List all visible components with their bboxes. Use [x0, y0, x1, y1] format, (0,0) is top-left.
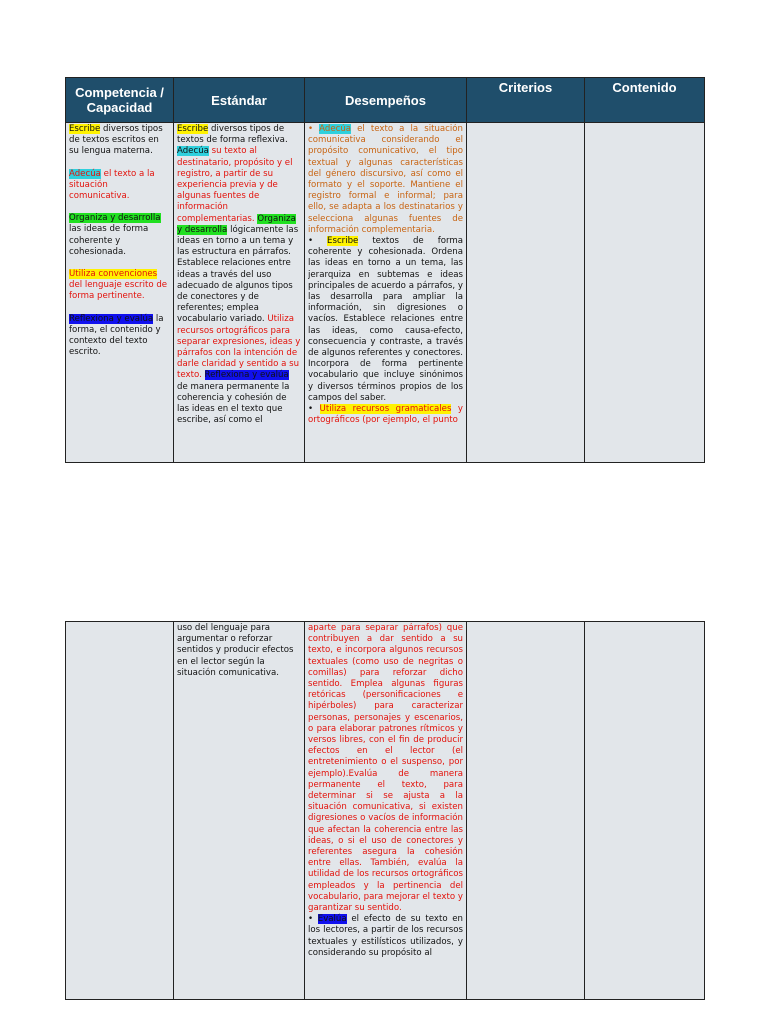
highlight: Reflexiona y evalúa: [69, 313, 154, 324]
highlight: Escribe: [177, 124, 209, 134]
performance-evaluates: [308, 914, 463, 959]
header-contenido: Contenido: [585, 78, 705, 123]
cell-contenido: [585, 622, 705, 1000]
text: textos de forma coherente y cohesionada. Ordena las ideas en torno a un tema, las jerarquiza en subtemas e ideas principales de acuerdo a párrafos, y las desarrolla para ampliar la información, sin digresiones o vacíos. Establece relaciones entre las ideas, como causa-efecto, consecuencia y contraste, a través de algunos referentes y conectores. Incorpora de forma pertinente vocabulario que incluye sinónimos y diversos términos propios de los campos del saber.: [308, 236, 463, 403]
header-estandar: Estándar: [174, 78, 305, 123]
highlight: Organiza y desarrolla: [177, 213, 296, 235]
bullet: •: [308, 124, 320, 134]
header-desempenos: Desempeños: [305, 78, 467, 123]
highlight: Reflexiona y evalúa: [204, 370, 289, 381]
competency-table-part-2: [65, 621, 705, 1000]
cell-estandar: [174, 622, 305, 1000]
highlight: Adecúa: [69, 168, 101, 179]
table-row: [66, 622, 705, 1000]
text: el efecto de su texto en los lectores, a partir de los recursos textuales y estilísticos utilizados, y considerando su propósito al: [308, 914, 463, 958]
text: diversos tipos de textos de forma reflexiva.: [177, 124, 288, 146]
text: lógicamente las ideas en torno a un tema y las estructura en párrafos. Establece relaciones entre ideas a través del uso adecuado de algunos tipos de conectores y de referentes; emplea vocabulario variado.: [177, 224, 299, 325]
cell-contenido: [585, 123, 705, 463]
performance-writes: [308, 236, 463, 404]
text: y ortográficos (por ejemplo, el punto: [308, 404, 463, 426]
capacity-writes: [69, 124, 170, 158]
highlight: Evalúa: [317, 914, 347, 925]
text: las ideas de forma coherente y cohesionada.: [69, 224, 149, 257]
cell-competencia: [66, 622, 174, 1000]
header-row: [66, 78, 705, 123]
highlight: Adecúa: [319, 124, 352, 134]
text: su texto al destinatario, propósito y el registro, a partir de su experiencia previa y de algunas fuentes de información complementarias.: [177, 146, 293, 224]
table-row: [66, 123, 705, 463]
highlight: Utiliza convenciones: [69, 269, 158, 280]
cell-competencia: [66, 123, 174, 463]
text: diversos tipos de textos escritos en su lengua materna.: [69, 124, 163, 157]
standard-text-continued: uso del lenguaje para argumentar o reforzar sentidos y producir efectos en el lector según la situación comunicativa.: [177, 623, 294, 678]
highlight: Escribe: [69, 124, 101, 134]
cell-desempenos: [305, 622, 467, 1000]
capacity-organizes: [69, 213, 170, 258]
highlight: Organiza y desarrolla: [69, 213, 161, 224]
header-competencia: Competencia / Capacidad: [66, 78, 174, 123]
text: el texto a la situación comunicativa considerando el propósito comunicativo, el tipo textual y algunas características del género discursivo, así como el formato y el soporte. Mantiene el registro formal e informal; para ello, se adapta a los destinatarios y selecciona algunas fuentes de información complementaria.: [308, 124, 463, 235]
text: de manera permanente la coherencia y cohesión de las ideas en el texto que escribe, así como el: [177, 381, 290, 426]
cell-estandar: [174, 123, 305, 463]
bullet: •: [308, 404, 320, 415]
bullet: •: [308, 236, 328, 247]
performance-uses: [308, 404, 463, 426]
text: el texto a la situación comunicativa.: [69, 168, 155, 202]
text: Utiliza recursos ortográficos para separar expresiones, ideas y párrafos con la intención de darle claridad y sentido a su texto.: [177, 314, 301, 381]
capacity-conventions: [69, 269, 170, 303]
cell-desempenos: [305, 123, 467, 463]
bullet: •: [308, 914, 318, 925]
capacity-adapts: [69, 169, 170, 203]
performance-uses-continued: aparte para separar párrafos) que contribuyen a dar sentido a su texto, e incorpora algunos recursos textuales (como uso de negritas o comillas) para reforzar dicho sentido. Emplea algunas figuras retóricas (personificaciones e hipérboles) para caracterizar personas, personajes y escenarios, o para elaborar patrones rítmicos y versos libres, con el fin de producir efectos en el lector (el entretenimiento o el suspenso, por ejemplo).Evalúa de manera permanente el texto, para determinar si se ajusta a la situación comunicativa, si existen digresiones o vacíos de información que afectan la coherencia entre las ideas, o si el uso de conectores y referentes asegura la cohesión entre ellas. También, evalúa la utilidad de los recursos ortográficos empleados y la pertinencia del vocabulario, para mejorar el texto y garantizar su sentido.: [308, 623, 463, 914]
competency-table-part-1: [65, 77, 705, 463]
performance-adapts: [308, 124, 463, 236]
highlight: Escribe: [327, 236, 359, 247]
text: del lenguaje escrito de forma pertinente.: [69, 280, 168, 302]
highlight: Utiliza recursos gramaticales: [319, 404, 452, 415]
standard-text: [177, 124, 301, 426]
highlight: Adecúa: [177, 146, 209, 157]
header-criterios: Criterios: [467, 78, 585, 123]
text: la forma, el contenido y contexto del texto escrito.: [69, 313, 164, 358]
cell-criterios: [467, 123, 585, 463]
capacity-reflects: [69, 314, 170, 359]
cell-criterios: [467, 622, 585, 1000]
